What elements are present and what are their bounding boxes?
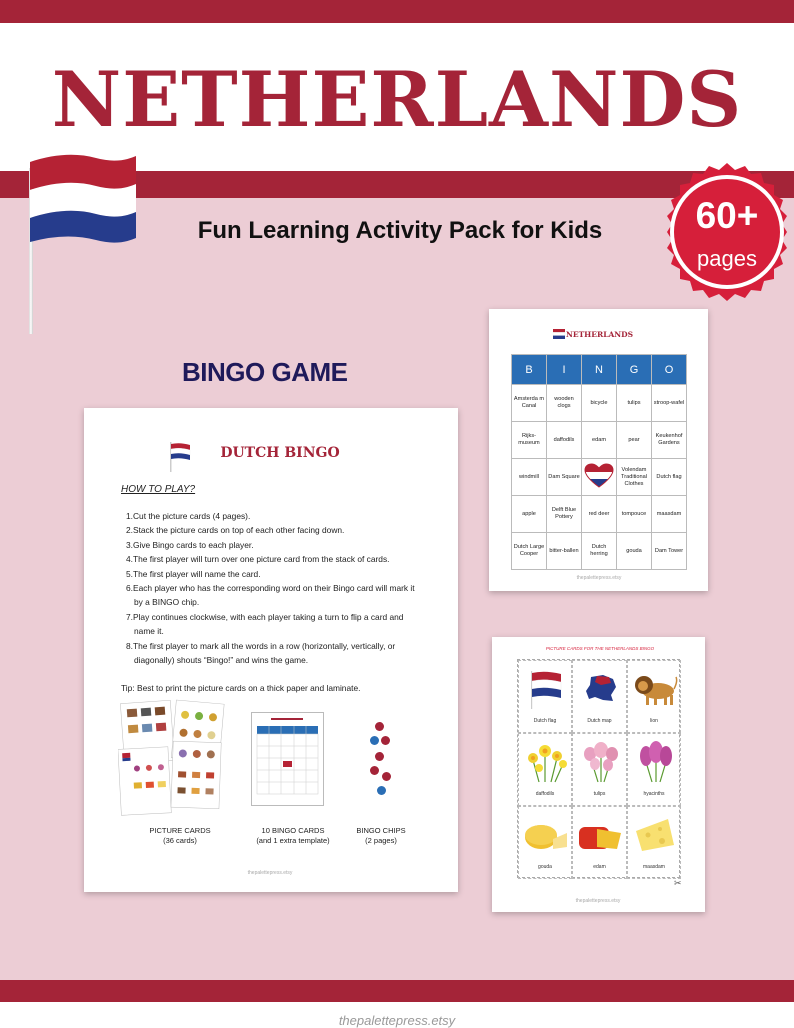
bingo-cell: apple [512,496,547,533]
bingo-cell: Amsterda m Canal [512,385,547,422]
bingo-card-thumbnail [251,712,324,806]
bingo-cell: windmill [512,459,547,496]
tulips-icon [578,740,624,784]
bingo-cell: bitter-ballen [547,533,582,570]
dutch-flag-picture-icon [529,669,563,709]
bingo-card-title: NETHERLANDS [566,330,634,339]
bingo-header-cell: I [547,355,582,385]
bingo-cell: Volendam Traditional Clothes [617,459,652,496]
bingo-card-footer: thepalettepress.etsy [576,575,622,581]
instruction-step: 4.The first player will turn over one picture card from the stack of cards. [126,554,390,565]
picture-card-label: edam [593,864,606,870]
picture-card-label: hyacinths [643,791,665,797]
caption-line: 10 BINGO CARDS [261,826,325,835]
footer-credit: thepalettepress.etsy [0,1002,794,1028]
bingo-header-cell: B [512,355,547,385]
caption-bingo-cards [238,826,348,846]
section-label: BINGO GAME [182,357,348,387]
picture-card-label: Dutch flag [533,718,557,724]
bingo-cell: edam [582,422,617,459]
instruction-step: 3.Give Bingo cards to each player. [126,539,254,550]
page-subtitle: Fun Learning Activity Pack for Kids [197,217,603,244]
picture-card-label: tulips [593,791,606,797]
picture-cards-grid [517,659,680,878]
bingo-chips-thumbnail [368,722,398,802]
dutch-flag-icon [168,440,194,474]
page-title: NETHERLANDS [51,55,743,144]
bingo-cell: Dutch Large Cooper [512,533,547,570]
picture-card [572,733,627,806]
instruction-step: 6.Each player who has the corresponding word on their Bingo card will mark it [126,583,415,594]
bingo-cell: gouda [617,533,652,570]
bingo-cell: Dutch flag [652,459,687,496]
scissors-icon: ✂ [674,878,682,888]
bottom-red-bar [0,980,794,1002]
instruction-list [126,509,426,667]
picture-card [627,806,681,879]
caption-picture-cards [130,826,230,846]
instruction-step: 5.The first player will name the card. [126,568,261,579]
instruction-step: 7.Play continues clockwise, with each player taking a turn to flip a card and [126,611,404,622]
hyacinths-icon [632,740,678,784]
picture-card-label: gouda [538,864,552,870]
bingo-cell: stroop-wafel [652,385,687,422]
picture-card [627,733,681,806]
instruction-step: by a BINGO chip. [134,597,200,608]
mini-flag-icon [553,329,565,339]
bingo-free-cell [582,459,617,496]
picture-card [518,733,572,806]
heart-flag-icon [584,463,614,489]
bingo-cell: bicycle [582,385,617,422]
how-to-heading: HOW TO PLAY? [121,484,196,495]
bingo-grid [511,354,687,570]
maasdam-icon [634,817,676,853]
picture-card-label: maasdam [643,864,665,870]
instruction-step: 2.Stack the picture cards on top of each other facing down. [126,525,345,536]
instruction-step: name it. [134,626,164,637]
bingo-cell: Dam Square [547,459,582,496]
picture-card [572,660,627,733]
picture-card [518,660,572,733]
bingo-cell: daffodils [547,422,582,459]
bingo-header-cell: O [652,355,687,385]
picture-cards-heading: PICTURE CARDS FOR THE NETHERLANDS BINGO [545,646,655,651]
picture-card-label: Dutch map [587,718,612,724]
daffodils-icon [523,740,569,784]
caption-line: BINGO CHIPS [356,826,406,835]
picture-card [627,660,681,733]
bingo-cell: red deer [582,496,617,533]
caption-line: (36 cards) [163,836,197,845]
bingo-cell: wooden clogs [547,385,582,422]
badge-unit: pages [697,246,757,271]
netherlands-flag-icon [26,152,140,244]
dutch-map-icon [583,673,619,703]
picture-card [518,806,572,879]
gouda-icon [523,819,569,853]
picture-cards-thumbnail [118,698,228,822]
caption-line: PICTURE CARDS [149,826,211,835]
picture-card [572,806,627,879]
picture-cards-footer: thepalettepress.etsy [575,898,621,904]
bingo-cell: pear [617,422,652,459]
bingo-header-cell: G [617,355,652,385]
bingo-cell: Delft Blue Pottery [547,496,582,533]
bingo-cell: Dutch herring [582,533,617,570]
caption-bingo-chips [346,826,416,846]
bingo-header-cell: N [582,355,617,385]
edam-icon [577,819,623,853]
bingo-cell: Rijks-museum [512,422,547,459]
lion-icon [632,671,678,707]
bingo-cell: tompouce [617,496,652,533]
bingo-cell: tulips [617,385,652,422]
instruction-step: diagonally) shouts “Bingo!” and wins the game. [134,655,309,666]
bingo-cell: Dam Tower [652,533,687,570]
caption-line: (and 1 extra template) [256,836,330,845]
instruction-step: 8.The first player to mark all the words in a row (horizontally, vertically, or [126,640,396,651]
instruction-step: 1.Cut the picture cards (4 pages). [126,511,251,521]
badge-count: 60+ [695,195,759,236]
caption-line: (2 pages) [365,836,397,845]
picture-card-label: daffodils [535,791,555,797]
top-red-bar [0,0,794,23]
bingo-cell: maasdam [652,496,687,533]
card-footer: thepalettepress.etsy [247,870,293,876]
bingo-cell: Keukenhof Gardens [652,422,687,459]
card-title: DUTCH BINGO [220,445,340,461]
tip-text: Tip: Best to print the picture cards on a thick paper and laminate. [121,683,361,693]
picture-card-label: lion [650,718,658,724]
